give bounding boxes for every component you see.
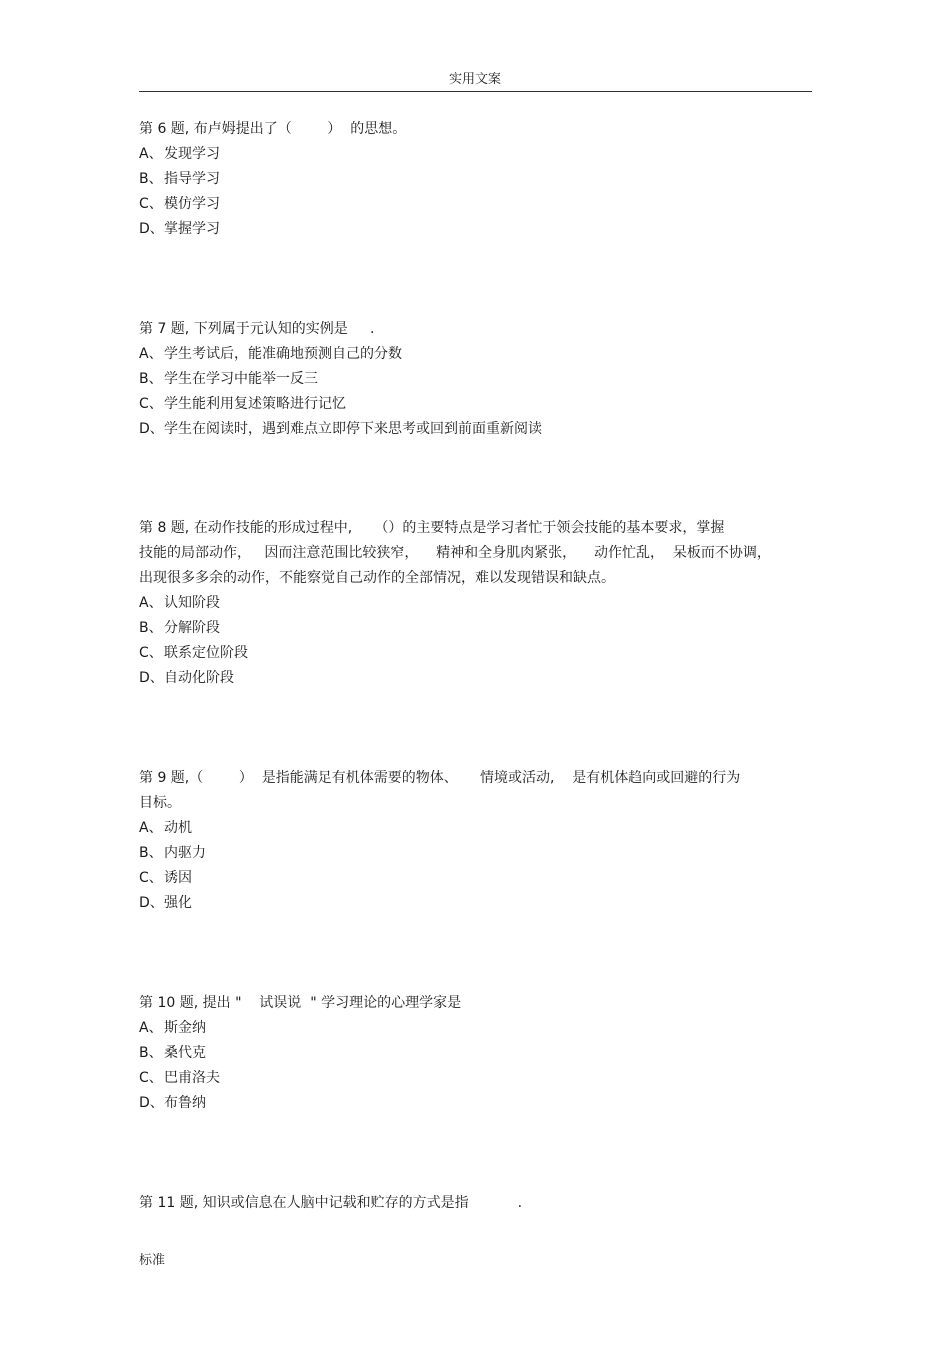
option-text: 诱因 (164, 870, 192, 886)
question-stem: 第 10 题, 提出 " 试误说 " 学习理论的心理学家是 (139, 995, 462, 1011)
option-text: 模仿学习 (164, 196, 220, 212)
option-text: 学生在阅读时，遇到难点立即停下来思考或回到前面重新阅读 (164, 421, 542, 437)
option-text: 斯金纳 (164, 1020, 206, 1036)
question-block (139, 1191, 811, 1216)
answer-option (139, 841, 811, 866)
option-letter: B、 (139, 845, 163, 861)
option-letter: D、 (139, 895, 164, 911)
question-stem: 第 9 题,（ ） 是指能满足有机体需要的物体、 情境或活动, 是有机体趋向或回避的行为 目标。 (139, 770, 741, 811)
option-text: 分解阶段 (164, 620, 220, 636)
question-stem: 第 6 题, 布卢姆提出了（ ） 的思想。 (139, 121, 407, 137)
answer-option (139, 1041, 811, 1066)
answer-option (139, 142, 811, 167)
option-text: 联系定位阶段 (164, 645, 248, 661)
option-letter: A、 (139, 1020, 163, 1036)
answer-option (139, 1016, 811, 1041)
answer-option (139, 192, 811, 217)
question-block (139, 516, 811, 691)
answer-option (139, 1066, 811, 1091)
option-letter: A、 (139, 820, 163, 836)
option-text: 学生在学习中能举一反三 (164, 371, 318, 387)
answer-option (139, 342, 811, 367)
question-stem: 第 11 题, 知识或信息在人脑中记载和贮存的方式是指 . (139, 1195, 523, 1211)
option-letter: D、 (139, 221, 164, 237)
answer-option (139, 891, 811, 916)
question-block (139, 117, 811, 242)
option-letter: C、 (139, 396, 163, 412)
question-stem: 第 7 题, 下列属于元认知的实例是 . (139, 321, 375, 337)
option-letter: C、 (139, 196, 163, 212)
answer-option (139, 217, 811, 242)
answer-option (139, 866, 811, 891)
option-text: 巴甫洛夫 (164, 1070, 220, 1086)
option-text: 学生能利用复述策略进行记忆 (164, 396, 346, 412)
question-stem: 第 8 题, 在动作技能的形成过程中, （）的主要特点是学习者忙于领会技能的基本要求，掌握 技能的局部动作， 因而注意范围比较狭窄， 精神和全身肌肉紧张， 动作忙乱， 呆板而不协调， 出现很多多余的动作，不能察觉自己动作的全部情况，难以发现错误和缺点。 (139, 520, 771, 586)
header-divider (139, 91, 812, 92)
option-text: 学生考试后，能准确地预测自己的分数 (164, 346, 402, 362)
answer-option (139, 666, 811, 691)
option-text: 布鲁纳 (164, 1095, 206, 1111)
option-text: 指导学习 (164, 171, 220, 187)
page-header-title: 实用文案 (448, 72, 501, 87)
question-block (139, 766, 811, 916)
option-letter: B、 (139, 371, 163, 387)
option-letter: A、 (139, 346, 163, 362)
option-text: 掌握学习 (164, 221, 220, 237)
option-letter: C、 (139, 645, 163, 661)
option-letter: D、 (139, 421, 164, 437)
answer-option (139, 367, 811, 392)
answer-option (139, 392, 811, 417)
question-block (139, 991, 811, 1116)
option-text: 动机 (164, 820, 192, 836)
option-letter: B、 (139, 620, 163, 636)
option-letter: A、 (139, 146, 163, 162)
option-letter: D、 (139, 670, 164, 686)
option-text: 认知阶段 (164, 595, 220, 611)
answer-option (139, 1091, 811, 1116)
option-text: 自动化阶段 (164, 670, 234, 686)
option-text: 发现学习 (164, 146, 220, 162)
page-footer-text: 标准 (139, 1253, 166, 1268)
answer-option (139, 591, 811, 616)
option-letter: B、 (139, 171, 163, 187)
option-letter: C、 (139, 870, 163, 886)
answer-option (139, 616, 811, 641)
answer-option (139, 816, 811, 841)
answer-option (139, 167, 811, 192)
option-letter: A、 (139, 595, 163, 611)
answer-option (139, 641, 811, 666)
option-letter: C、 (139, 1070, 163, 1086)
option-text: 桑代克 (164, 1045, 206, 1061)
option-text: 强化 (164, 895, 192, 911)
answer-option (139, 417, 811, 442)
question-block (139, 317, 811, 442)
option-letter: D、 (139, 1095, 164, 1111)
option-letter: B、 (139, 1045, 163, 1061)
option-text: 内驱力 (164, 845, 206, 861)
